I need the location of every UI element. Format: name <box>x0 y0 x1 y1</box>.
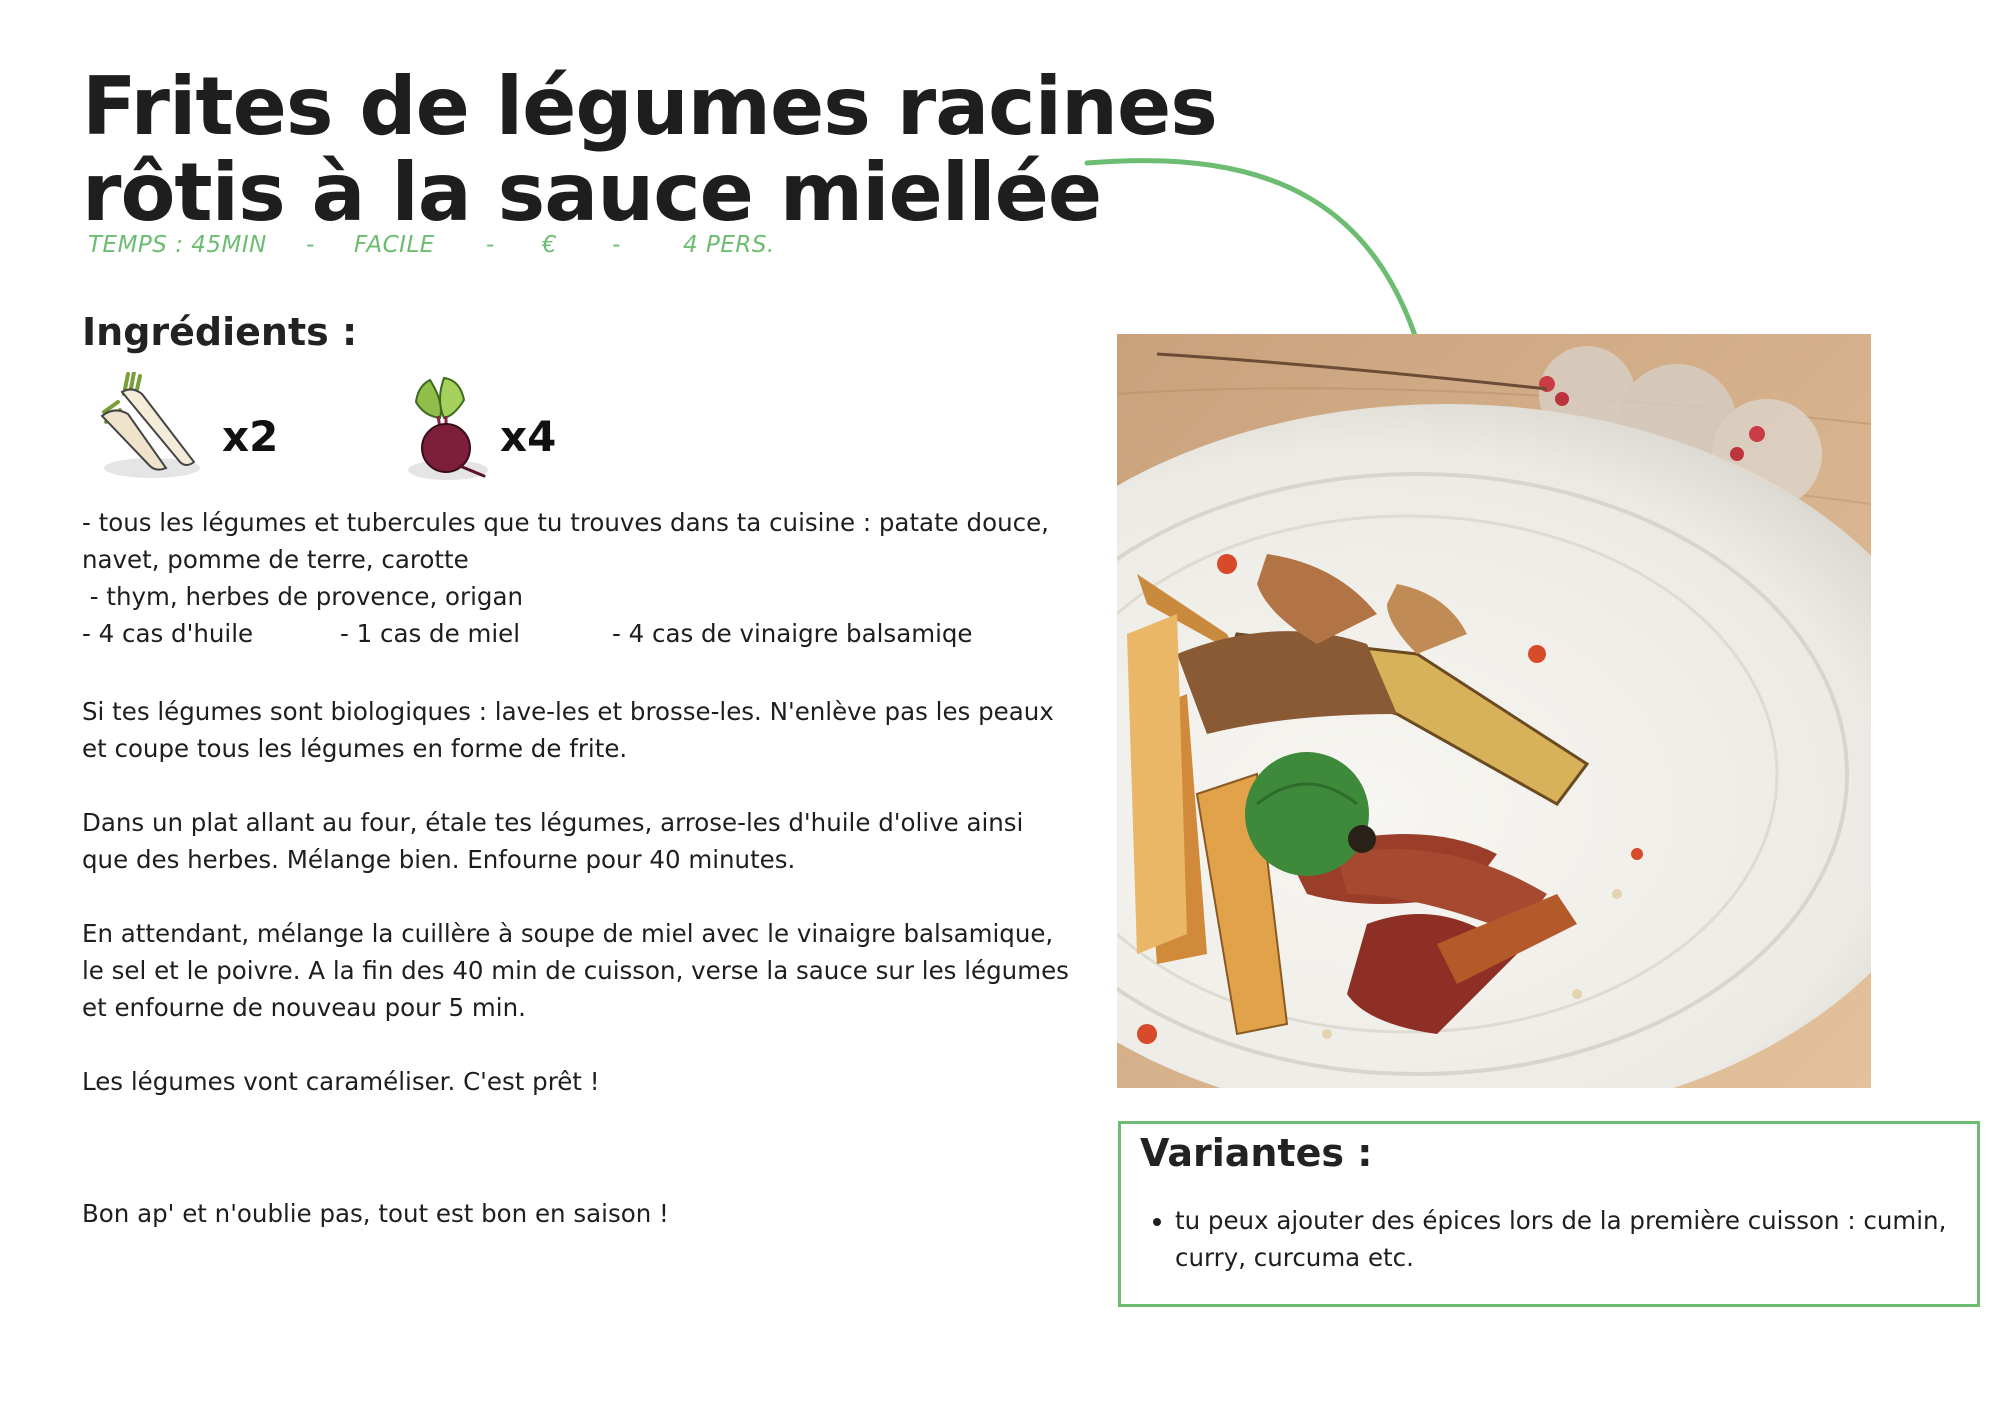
beetroot-quantity: x4 <box>500 412 557 461</box>
meta-price: € <box>542 232 558 258</box>
meta-servings: 4 PERS. <box>683 232 775 258</box>
meta-separator: - <box>306 232 315 258</box>
variants-heading: Variantes : <box>1140 1131 1373 1175</box>
meta-time: TEMPS : 45MIN <box>88 232 267 258</box>
title-line-1: Frites de légumes racines <box>82 60 1217 153</box>
meta-difficulty: FACILE <box>354 232 435 258</box>
step-paragraph-4: Les légumes vont caraméliser. C'est prêt ! <box>82 1067 600 1096</box>
ingredient-honey: - 1 cas de miel <box>340 619 521 648</box>
meta-separator: - <box>612 232 621 258</box>
variants-box <box>1118 1121 1980 1307</box>
ingredients-heading: Ingrédients : <box>82 310 358 354</box>
step-paragraph-3: En attendant, mélange la cuillère à soupe de miel avec le vinaigre balsamique, le sel et le poivre. A la fin des 40 min de cuisson, verse la sauce sur les légumes et enfourne de nouveau pour 5 min. <box>82 919 1069 1022</box>
ingredient-list-vegetables: - tous les légumes et tubercules que tu trouves dans ta cuisine : patate douce, navet, pomme de terre, carotte <box>82 508 1049 574</box>
title-line-2: rôtis à la sauce miellée <box>82 146 1102 239</box>
parsnip-icon <box>94 372 210 480</box>
closing-line: Bon ap' et n'oublie pas, tout est bon en saison ! <box>82 1199 669 1228</box>
ingredient-oil: - 4 cas d'huile <box>82 619 254 648</box>
ingredient-vinegar: - 4 cas de vinaigre balsamiqe <box>612 619 973 648</box>
meta-separator: - <box>486 232 495 258</box>
step-paragraph-1: Si tes légumes sont biologiques : lave-les et brosse-les. N'enlève pas les peaux et coupe tous les légumes en forme de frite. <box>82 697 1054 763</box>
variants-list <box>1121 1202 1955 1276</box>
beetroot-icon <box>400 372 500 482</box>
step-paragraph-2: Dans un plat allant au four, étale tes légumes, arrose-les d'huile d'olive ainsi que des herbes. Mélange bien. Enfourne pour 40 minutes. <box>82 808 1024 874</box>
parsnip-quantity: x2 <box>222 412 279 461</box>
ingredient-list-herbs: - thym, herbes de provence, origan <box>82 582 524 611</box>
dish-photo <box>1117 334 1871 1088</box>
list-item: • tu peux ajouter des épices lors de la première cuisson : cumin, curry, curcuma etc. <box>1175 1202 1955 1276</box>
